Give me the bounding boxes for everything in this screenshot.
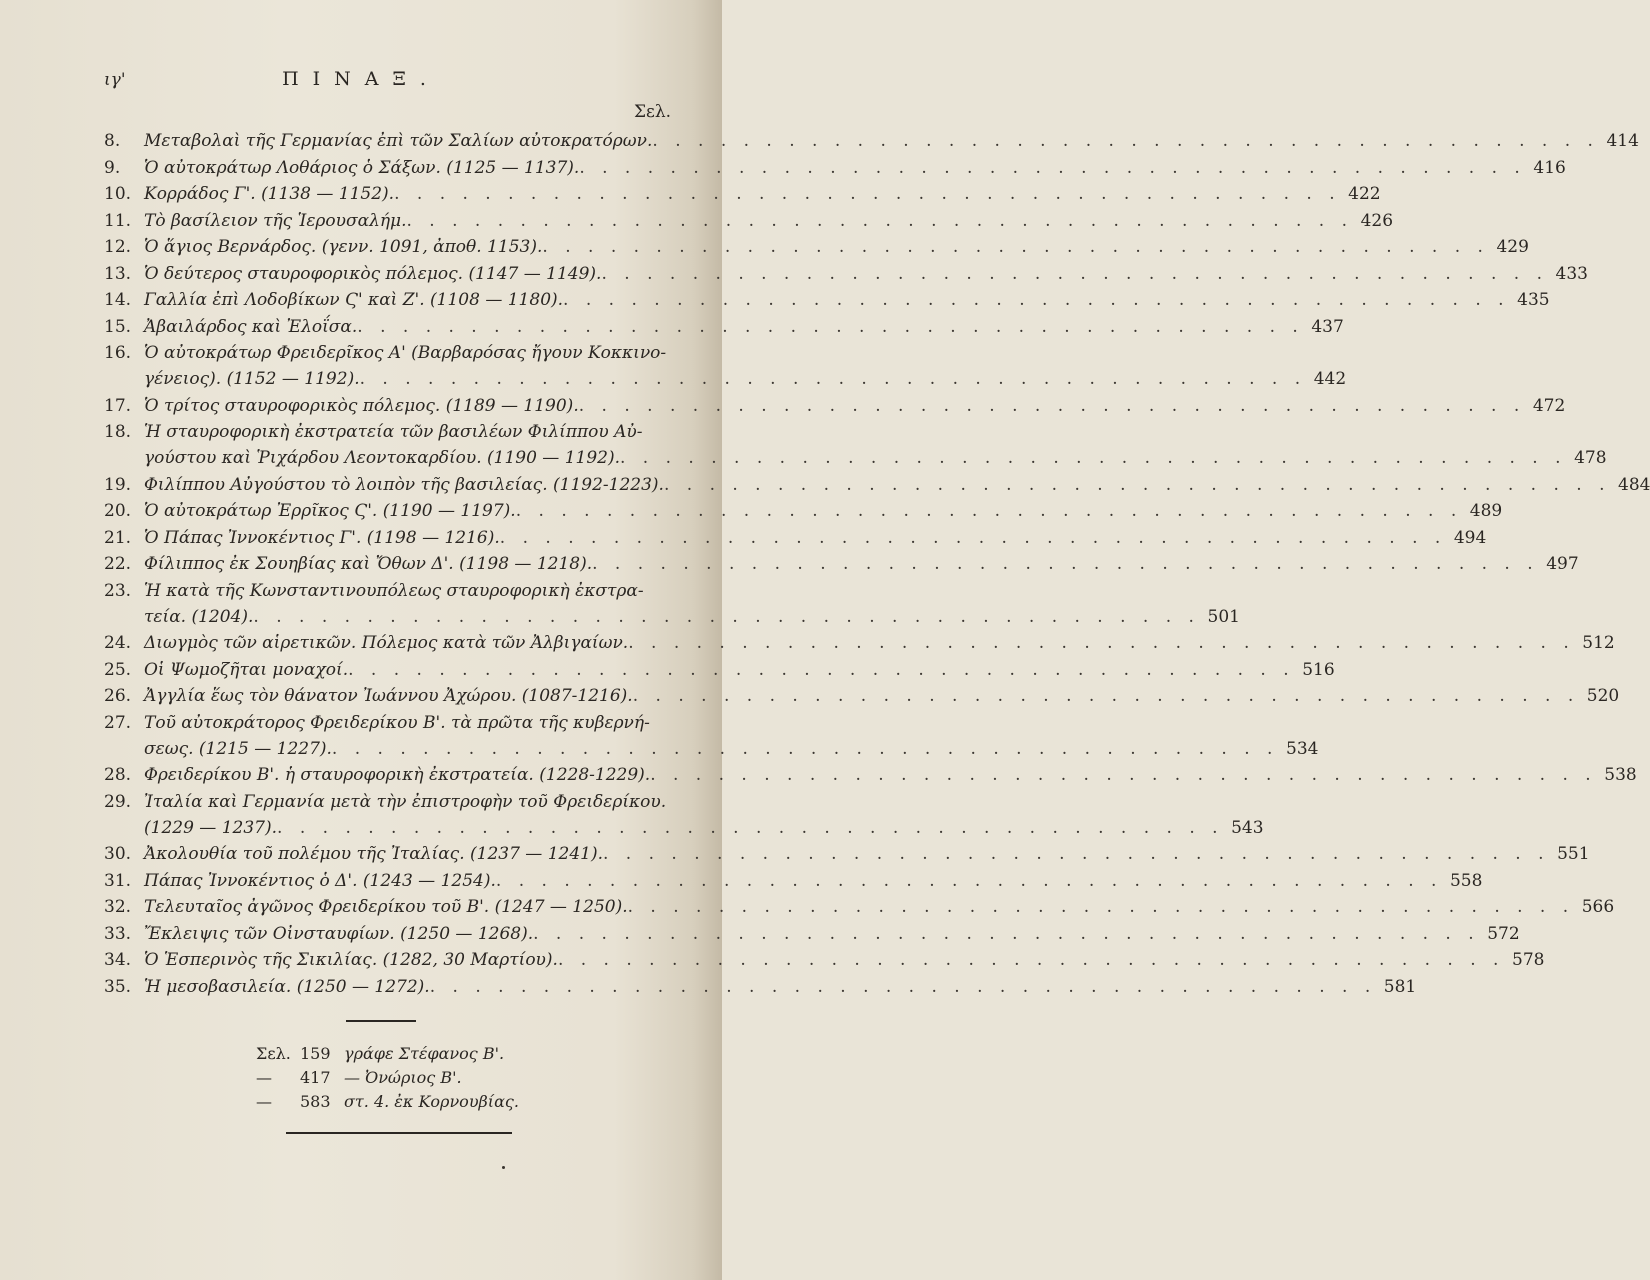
entry-title: Ὁ αὐτοκράτωρ Φρειδερῖκος Α' (Βαρβαρόσας ἤγουν Κοκκινο- [144,343,667,363]
entry-number: 24. [104,633,132,653]
toc-entry [104,498,1503,524]
ink-speck [502,1166,505,1169]
entry-number: 35. [104,976,132,997]
entry-page: 429 [1496,237,1529,257]
entry-number: 16. [104,343,132,363]
toc-entry [104,894,1615,920]
entry-number: 14. [104,290,132,310]
dot-leader [407,208,1354,234]
toc-entry [104,525,1487,551]
entry-page: 534 [1286,738,1319,759]
entry-title: Ἡ σταυροφορικὴ ἐκστρατεία τῶν βασιλέων Φιλίππου Αὐ- [144,422,643,442]
errata-page: 417 [300,1068,331,1087]
page-title: ΠΙΝΑΞ. [282,68,440,90]
entry-number: 19. [104,474,132,495]
entry-title: Κορράδος Γ'. (1138 — 1152). [144,184,395,204]
toc-entry [104,314,1344,340]
entry-number: 27. [104,712,132,733]
dot-leader [601,261,1548,287]
entry-number: 9. [104,157,121,178]
entry-page: 538 [1604,765,1637,785]
dot-leader [664,472,1611,498]
errata-page: 583 [300,1092,331,1111]
toc-entry [104,630,1615,656]
toc-entry [104,868,1483,894]
dot-leader [579,393,1526,419]
toc-entry [104,710,1319,762]
entry-title: Φρειδερίκου Β'. ἡ σταυροφορικὴ ἐκστρατεία. (1228-1229). [144,765,651,785]
table-of-contents [104,128,1650,1000]
dot-leader [558,947,1505,973]
entry-page: 516 [1302,659,1335,680]
entry-page: 566 [1581,897,1615,917]
errata-label: Σελ. [256,1044,291,1063]
entry-number: 13. [104,263,132,284]
entry-title: Ὁ Πάπας Ἰννοκέντιος Γ'. (1198 — 1216). [144,527,500,548]
entry-title: Ἡ μεσοβασιλεία. (1250 — 1272). [144,976,430,997]
entry-page: 489 [1469,501,1503,521]
dot-leader [628,894,1575,920]
toc-entry [104,287,1550,313]
entry-title: Μεταβολαὶ τῆς Γερμανίας ἐπὶ τῶν Σαλίων αὐτοκρατόρων. [144,131,653,151]
entry-title: γούστου καὶ Ῥιχάρδου Λεοντοκαρδίου. (1190 — 1192). [144,448,620,468]
entry-title: Ὁ αὐτοκράτωρ Λοθάριος ὁ Σάξων. (1125 — 1137). [144,157,580,178]
entry-page: 520 [1586,686,1620,706]
entry-title: Πάπας Ἰννοκέντιος ὁ Δ'. (1243 — 1254). [144,870,496,891]
dot-leader [332,736,1279,762]
entry-page: 558 [1449,870,1483,891]
entry-number: 11. [104,210,132,231]
entry-page: 442 [1313,369,1347,389]
errata-row [256,1090,519,1114]
toc-entry [104,789,1264,841]
entry-title: Ἀκολουθία τοῦ πολέμου τῆς Ἰταλίας. (1237 — 1241). [144,844,603,864]
entry-number: 30. [104,844,132,864]
entry-page: 484 [1618,474,1650,495]
entry-title: Ἀβαιλάρδος καὶ Ἐλοΐσα. [144,316,358,337]
toc-entry [104,261,1588,287]
entry-page: 501 [1207,606,1240,627]
dot-leader [542,234,1489,260]
entry-page: 435 [1517,290,1550,310]
entry-number: 29. [104,791,132,812]
entry-page: 478 [1574,448,1607,468]
entry-title: σεως. (1215 — 1227). [144,738,332,759]
entry-title: Ἰταλία καὶ Γερμανία μετὰ τὴν ἐπιστροφὴν τοῦ Φρειδερίκου. [144,791,667,812]
toc-entry [104,155,1566,181]
entry-page: 543 [1231,817,1264,838]
entry-number: 17. [104,395,132,416]
entry-number: 32. [104,897,132,917]
entry-title: Ὁ Ἑσπερινὸς τῆς Σικιλίας. (1282, 30 Μαρτίου). [144,950,558,970]
dot-leader [277,815,1224,841]
dot-leader [652,128,1599,154]
entry-title: Ἔκλειψις τῶν Οἰνσταυφίων. (1250 — 1268). [144,923,534,944]
toc-entry [104,947,1545,973]
toc-entry [104,181,1381,207]
entry-title: γένειος). (1152 — 1192). [144,369,360,389]
page-number: ιγ' [104,70,126,90]
toc-entry [104,234,1529,260]
dot-leader [360,366,1307,392]
entry-page: 581 [1383,976,1417,997]
errata-page: 159 [300,1044,331,1063]
toc-entry [104,578,1240,630]
entry-page: 426 [1360,210,1394,231]
entry-title: Ὁ αὐτοκράτωρ Ἐρρῖκος Ϛ'. (1190 — 1197). [144,501,516,521]
entry-page: 422 [1348,184,1381,204]
dot-leader [592,551,1539,577]
toc-entry [104,974,1417,1000]
entry-title: Ὁ ἅγιος Βερνάρδος. (γενν. 1091, ἀποθ. 1153). [144,237,543,257]
errata-label: — [256,1068,272,1087]
errata-correction: — Ὀνώριος Β'. [344,1068,462,1087]
entry-page: 572 [1487,923,1520,944]
entry-page: 494 [1453,527,1487,548]
errata-row [256,1066,519,1090]
entry-title: Ἡ κατὰ τῆς Κωνσταντινουπόλεως σταυροφορικὴ ἐκστρα- [144,580,644,601]
page-column-label: Σελ. [634,102,672,122]
toc-entry [104,393,1566,419]
entry-title: Φίλιππος ἐκ Σουηβίας καὶ Ὄθων Δ'. (1198 — 1218). [144,554,593,574]
dot-leader [496,868,1443,894]
dot-leader [516,498,1463,524]
dot-leader [500,525,1447,551]
dot-leader [348,657,1295,683]
separator-rule [346,1020,416,1022]
entry-number: 20. [104,501,132,521]
end-rule [286,1132,512,1134]
entry-page: 437 [1311,316,1344,337]
errata-label: — [256,1092,272,1111]
entry-number: 28. [104,765,132,785]
entry-page: 497 [1546,554,1579,574]
entry-page: 414 [1606,131,1639,151]
entry-page: 472 [1532,395,1566,416]
toc-entry [104,841,1590,867]
errata-correction: γράφε Στέφανος Β'. [344,1044,505,1063]
entry-number: 18. [104,422,132,442]
dot-leader [563,287,1510,313]
dot-leader [579,155,1526,181]
entry-number: 23. [104,580,132,601]
entry-title: Φιλίππου Αὐγούστου τὸ λοιπὸν τῆς βασιλείας. (1192-1223). [144,474,664,495]
entry-page: 512 [1582,633,1615,653]
dot-leader [633,683,1580,709]
entry-number: 12. [104,237,132,257]
entry-title: Ὁ δεύτερος σταυροφορικὸς πόλεμος. (1147 — 1149). [144,263,602,284]
dot-leader [650,762,1597,788]
entry-number: 25. [104,659,132,680]
entry-number: 33. [104,923,132,944]
toc-entry [104,128,1639,154]
entry-page: 433 [1555,263,1588,284]
entry-title: Ἀγγλία ἕως τὸν θάνατον Ἰωάννου Ἀχώρου. (1087-1216). [144,686,633,706]
toc-entry [104,683,1620,709]
entry-title: Τὸ βασίλειον τῆς Ἱερουσαλήμ. [144,210,407,231]
errata-correction: στ. 4. ἐκ Κορνουβίας. [344,1092,519,1111]
entry-number: 15. [104,316,132,337]
entry-page: 416 [1533,157,1566,178]
entry-title: Διωγμὸς τῶν αἱρετικῶν. Πόλεμος κατὰ τῶν Ἀλβιγαίων. [144,633,629,653]
entry-title: Τελευταῖος ἀγῶνος Φρειδερίκου τοῦ Β'. (1247 — 1250). [144,897,628,917]
entry-title: Γαλλία ἐπὶ Λοδοβίκων Ϛ' καὶ Ζ'. (1108 — 1180). [144,290,564,310]
entry-title: Ὁ τρίτος σταυροφορικὸς πόλεμος. (1189 — 1190). [144,395,579,416]
dot-leader [394,181,1341,207]
entry-number: 26. [104,686,132,706]
toc-entry [104,657,1335,683]
entry-number: 22. [104,554,132,574]
toc-entry [104,472,1650,498]
entry-title: Οἱ Ψωμοζῆται μοναχοί. [144,659,349,680]
entry-number: 31. [104,870,132,891]
entry-number: 10. [104,184,132,204]
entry-page: 578 [1512,950,1545,970]
toc-entry [104,921,1520,947]
toc-entry [104,762,1637,788]
dot-leader [628,630,1575,656]
toc-entry [104,551,1579,577]
entry-number: 8. [104,131,121,151]
errata-row [256,1042,519,1066]
entry-number: 21. [104,527,132,548]
entry-number: 34. [104,950,132,970]
entry-title: Τοῦ αὐτοκράτορος Φρειδερίκου Β'. τὰ πρῶτα τῆς κυβερνή- [144,712,650,733]
toc-entry [104,208,1394,234]
entry-title: (1229 — 1237). [144,817,278,838]
dot-leader [533,921,1480,947]
entry-page: 551 [1557,844,1590,864]
toc-entry [104,340,1347,392]
dot-leader [430,974,1377,1000]
entry-title: τεία. (1204). [144,606,254,627]
errata-block [256,1042,519,1114]
dot-leader [253,604,1200,630]
toc-entry [104,419,1607,471]
dot-leader [620,445,1567,471]
dot-leader [603,841,1550,867]
dot-leader [357,314,1304,340]
